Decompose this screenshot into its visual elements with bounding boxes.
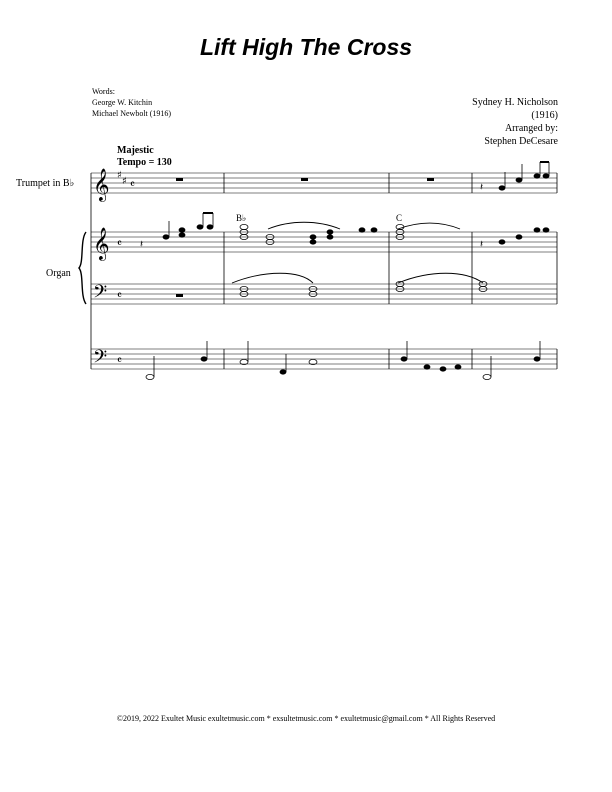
- tempo-bpm: Tempo = 130: [117, 157, 172, 168]
- chord-symbol-1: B♭: [236, 213, 247, 223]
- trumpet-staff: [91, 173, 557, 193]
- barlines: [91, 173, 557, 369]
- score-title: Lift High The Cross: [199, 34, 413, 60]
- organ-bass-staff: [91, 284, 557, 304]
- organ-label: Organ: [46, 268, 71, 279]
- organ-bass-clef: 𝄢: [93, 282, 108, 307]
- trumpet-treble-clef: 𝄞: [93, 168, 110, 201]
- lyricist-2: Michael Newbolt (1916): [92, 109, 172, 118]
- svg-text:♯: ♯: [117, 170, 122, 181]
- organ-brace: [79, 232, 86, 304]
- arranger-name: Stephen DeCesare: [484, 136, 558, 147]
- svg-text:𝄽: 𝄽: [140, 239, 144, 250]
- svg-text:𝄴: 𝄴: [130, 178, 135, 191]
- pedal-bass-clef: 𝄢: [93, 347, 108, 372]
- svg-text:𝄽: 𝄽: [480, 239, 484, 250]
- lyricist-1: George W. Kitchin: [92, 98, 153, 107]
- svg-text:𝄴: 𝄴: [117, 237, 122, 250]
- svg-text:𝄽: 𝄽: [480, 182, 484, 193]
- arranged-label: Arranged by:: [504, 123, 558, 134]
- organ-treble-clef: 𝄞: [93, 227, 110, 260]
- svg-text:𝄴: 𝄴: [117, 354, 122, 367]
- trumpet-label: Trumpet in B♭: [16, 178, 75, 189]
- notes: [146, 162, 549, 380]
- words-label: Words:: [92, 87, 115, 96]
- chord-symbol-2: C: [396, 213, 403, 223]
- organ-treble-staff: [91, 232, 557, 252]
- svg-text:𝄴: 𝄴: [117, 289, 122, 302]
- composer-year: (1916): [531, 110, 558, 121]
- svg-text:♯: ♯: [122, 176, 127, 187]
- tempo-expression: Majestic: [117, 145, 154, 156]
- composer-name: Sydney H. Nicholson: [472, 97, 558, 108]
- pedal-staff: [91, 349, 557, 369]
- copyright-footer: ©2019, 2022 Exultet Music exultetmusic.com * exsultetmusic.com * exultetmusic@gmail.com * All Rights Reserved: [116, 714, 496, 723]
